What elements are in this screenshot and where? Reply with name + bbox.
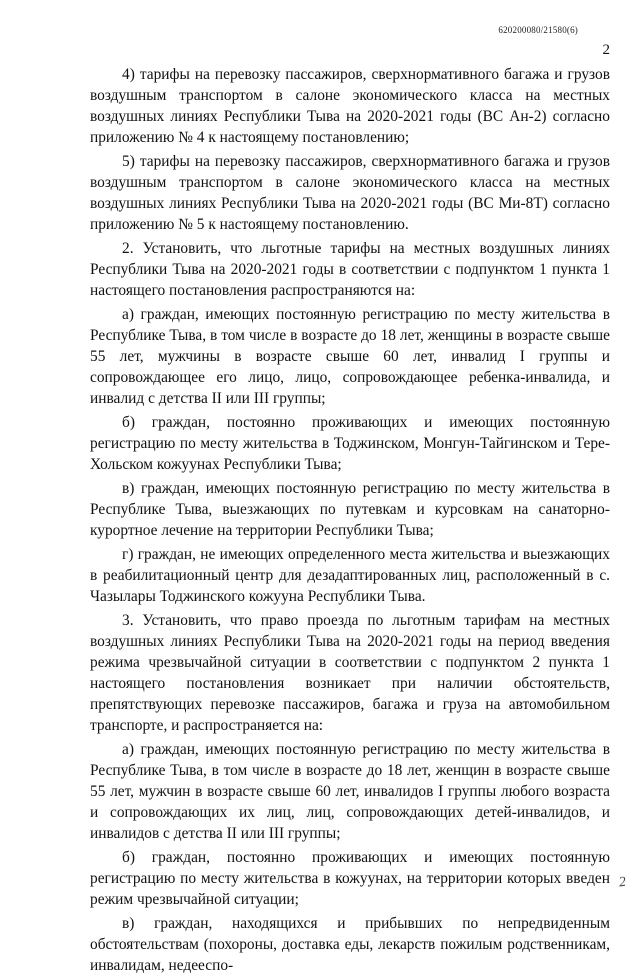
page-number: 2 <box>602 42 610 58</box>
paragraph-section-3-a: а) граждан, имеющих постоянную регистрацию по месту жительства в Республике Тыва, в том числе в возрасте до 18 лет, женщин в возрасте свыше 55 лет, мужчин в возрасте свыше 60 лет, инвалидов I группы любого возраста и сопровождающих их лиц, лиц, сопровождающих детей-инвалидов, и инвалидов с детства II или III группы; <box>90 741 610 842</box>
document-id: 620200080/21580(6) <box>498 25 578 35</box>
paragraph-section-2: 2. Установить, что льготные тарифы на местных воздушных линиях Республики Тыва на 2020-2021 годы в соответствии с подпунктом 1 пункта 1 настоящего постановления распространяются на: <box>90 240 610 299</box>
document-body <box>90 64 610 979</box>
paragraph-section-3-v: в) граждан, находящихся и прибывших по непредвиденным обстоятельствам (похороны, доставка еды, лекарств пожилым родственникам, инвалидам, недееспо- <box>90 915 610 974</box>
paragraph-section-3-b: б) граждан, постоянно проживающих и имеющих постоянную регистрацию по месту жительства в кожуунах, на территории которых введен режим чрезвычайной ситуации; <box>90 849 610 908</box>
paragraph-section-3: 3. Установить, что право проезда по льготным тарифам на местных воздушных линиях Республики Тыва на 2020-2021 годы на период введения режима чрезвычайной ситуации в соответствии с подпунктом 2 пункта 1 настоящего постановления возникает при наличии обстоятельств, препятствующих перевозке пассажиров, багажа и груза на автомобильном транспорте, и распространяется на: <box>90 612 610 734</box>
paragraph-tariff-5: 5) тарифы на перевозку пассажиров, сверхнормативного багажа и грузов воздушным транспортом в салоне экономического класса на местных воздушных линиях Республики Тыва на 2020-2021 годы (ВС Ми-8Т) согласно приложению № 5 к настоящему постановлению. <box>90 153 610 233</box>
handwritten-page-mark: 2 <box>617 874 627 891</box>
paragraph-section-2-v: в) граждан, имеющих постоянную регистрацию по месту жительства в Республике Тыва, выезжающих по путевкам и курсовкам на санаторно-курортное лечение на территории Республики Тыва; <box>90 480 610 539</box>
paragraph-tariff-4: 4) тарифы на перевозку пассажиров, сверхнормативного багажа и грузов воздушным транспортом в салоне экономического класса на местных воздушных линиях Республики Тыва на 2020-2021 годы (ВС Ан-2) согласно приложению № 4 к настоящему постановлению; <box>90 66 610 146</box>
paragraph-section-2-g: г) граждан, не имеющих определенного места жительства и выезжающих в реабилитационный центр для дезадаптированных лиц, расположенный в с. Чазылары Тоджинского кожууна Республики Тыва. <box>90 546 610 605</box>
paragraph-section-2-a: а) граждан, имеющих постоянную регистрацию по месту жительства в Республике Тыва, в том числе в возрасте до 18 лет, женщины в возрасте свыше 55 лет, мужчины в возрасте свыше 60 лет, инвалид I группы и сопровождающее его лицо, лицо, сопровождающее ребенка-инвалида, и инвалид с детства II или III группы; <box>90 306 610 407</box>
paragraph-section-2-b: б) граждан, постоянно проживающих и имеющих постоянную регистрацию по месту жительства в Тоджинском, Монгун-Тайгинском и Тере-Хольском кожуунах Республики Тыва; <box>90 414 610 473</box>
